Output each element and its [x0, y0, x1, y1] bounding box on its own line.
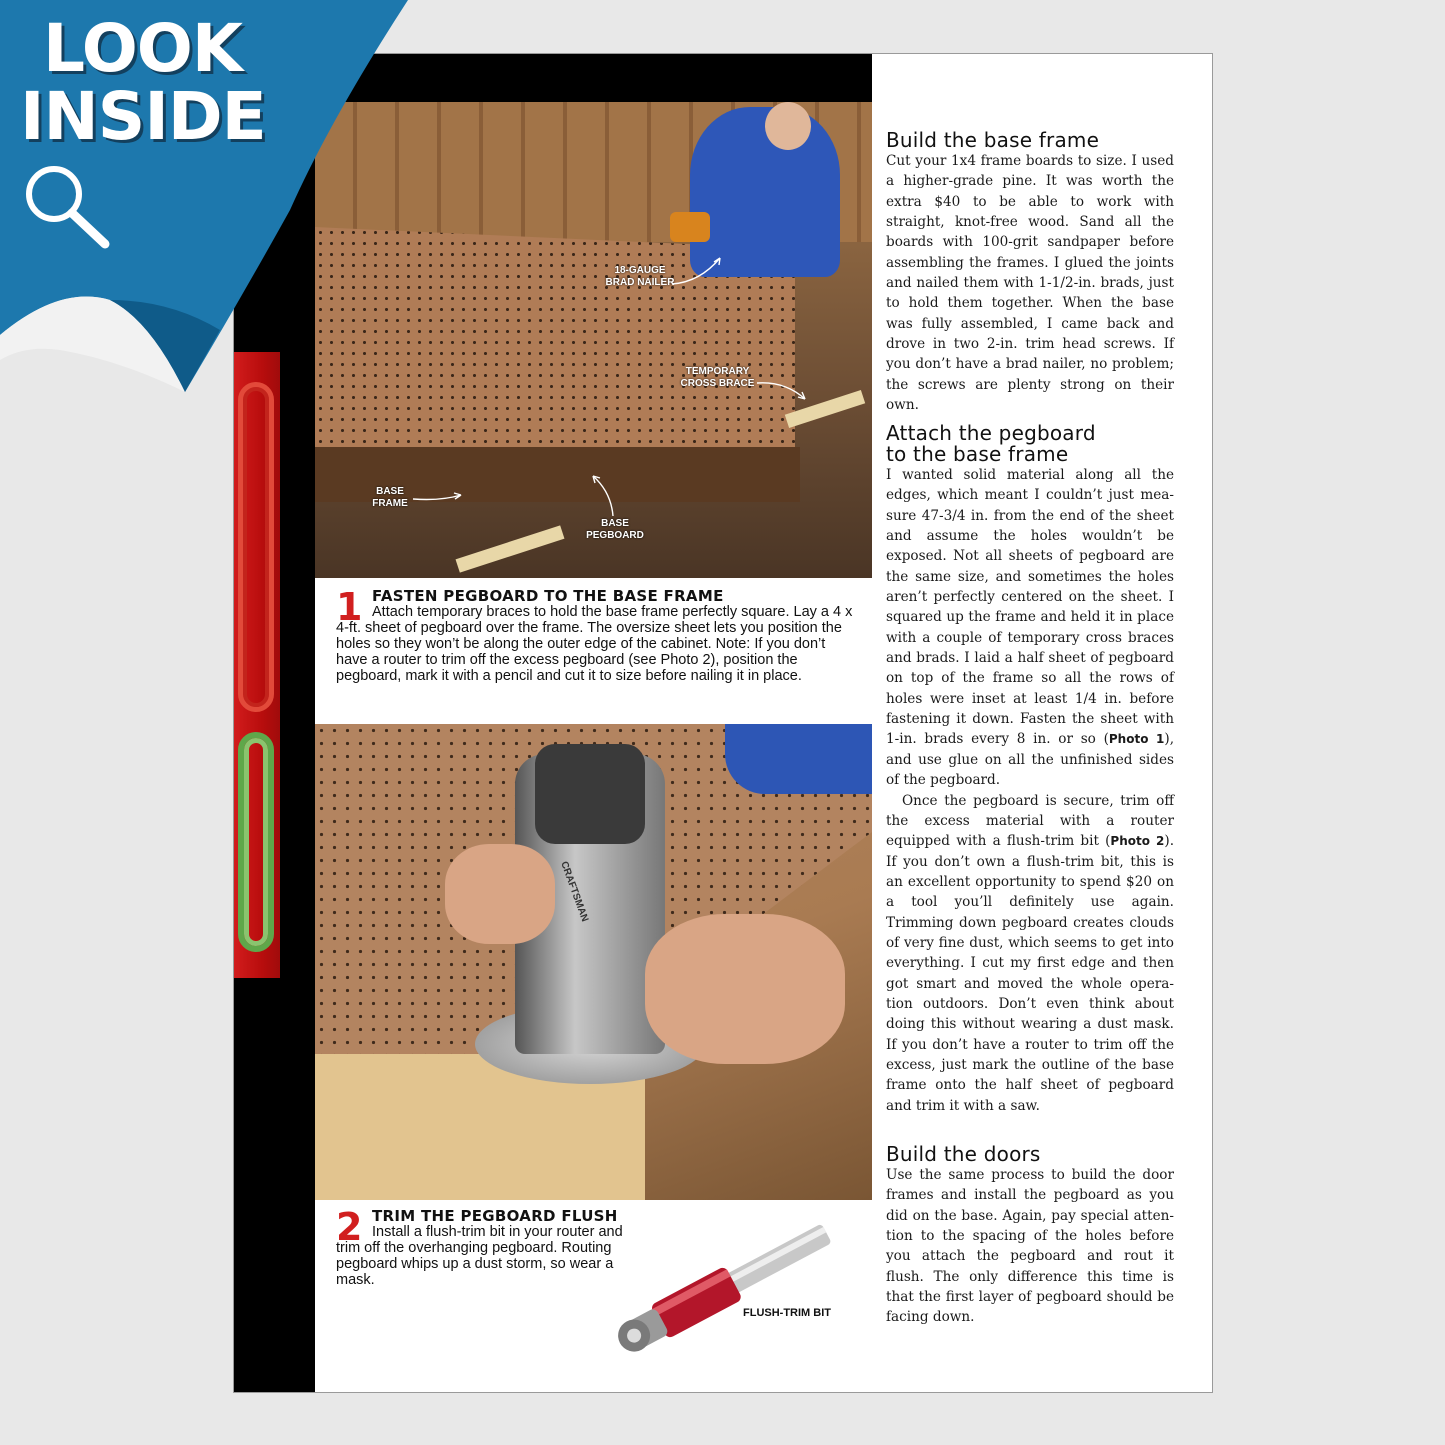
- magnifier-icon: [20, 160, 115, 250]
- router-brand: CRAFTSMAN: [558, 860, 591, 924]
- section-paragraph: I wanted solid material along all the edges, which meant I couldn’t just measure 47-3/4 in. from the end of the sheet and assume the holes wouldn’t be exposed. Not all sheets of pegboard are the same size, and sometimes the holes aren’t perfectly centered on the sheet. I squared up the frame and held it in place with a couple of temporary cross braces and brads. I laid a half sheet of pegboard on top of the frame so all the rows of holes were inset at least 1/4 in. before fastening it down. Fasten the sheet with 1-in. brads every 8 in. or so (Photo 1), and use glue on all the unfinished sides of the pegboard.: [886, 467, 1175, 789]
- flush-trim-bit-image: [609, 1204, 849, 1364]
- callout-arrow: [411, 487, 471, 507]
- left-hand: [445, 844, 555, 944]
- right-hand: [645, 914, 845, 1064]
- section-body: Cut your 1x4 frame boards to size. I used a higher-grade pine. It was worth the extra $40 to be able to work with straight, knot-free wood. Sand all the boards with 100-grit sandpaper before assembling the frames. I glued the joints and nailed them with 1-1/2-in. brads, just to hold them together. When the base was fully assembled, I came back and drove in two 2-in. trim head screws. If you don’t have a brad nailer, no problem; the screws are plenty strong on their own.: [886, 153, 1174, 414]
- section-paragraph: Once the pegboard is secure, trim off the excess material with a router equipped with a flush-trim bit (Photo 2). If you don’t own a flush-trim bit, this is an excellent opportunity to spend $20 on a tool you’ll definitely use again. Trimming down pegboard creates clouds of very fine dust, which seems to get into everything. I cut my first edge and then got smart and moved the whole operation outdoors. Don’t even think about doing this without wearing a dust mask. If you don’t have a router to trim off the excess, just mark the outline of the base frame onto the half sheet of pegboard and trim it with a saw.: [886, 792, 1175, 1114]
- facing-page-photo-strip: [234, 352, 280, 978]
- callout-cross-brace: TEMPORARY CROSS BRACE: [680, 366, 755, 389]
- callout-arrow: [585, 472, 625, 522]
- caption-number: 1: [336, 585, 363, 629]
- photo-reference: Photo 2: [1110, 834, 1165, 849]
- caption-number: 2: [336, 1205, 363, 1249]
- section-body: Use the same process to build the door frames and install the pegboard as you did on the base. Again, pay special attention to the spacing of the holes before you attach the pegboard and rout it flush. The only difference this time is that the first layer of pegboard should be facing down.: [886, 1167, 1174, 1326]
- caption-text: Attach temporary braces to hold the base frame perfectly square. Lay a 4 x 4-ft. sheet of pegboard over the frame. The oversize sheet lets you position the holes so they won’t be along the outer edge of the cabinet. Note: If you don’t have a router to trim off the excess pegboard (see Photo 2), position the pegboard, mark it with a pencil and cut it to size before nailing it in place.: [336, 604, 853, 684]
- caption-text: Install a flush-trim bit in your router and trim off the overhanging pegboard. Routing pegboard whips up a dust storm, so wear a mask.: [336, 1224, 623, 1288]
- caption-photo-1: [336, 585, 856, 684]
- callout-arrow: [670, 252, 730, 292]
- flush-trim-bit-label: FLUSH-TRIM BIT: [743, 1307, 831, 1319]
- green-cord-coil: [238, 732, 274, 952]
- callout-base-pegboard: BASE PEGBOARD: [586, 518, 644, 541]
- brad-nailer: [670, 212, 710, 242]
- callout-base-frame: BASE FRAME: [372, 486, 408, 509]
- worker-sleeve: [725, 724, 872, 794]
- photo-reference: Photo 1: [1108, 732, 1165, 747]
- section-heading-line2: to the base frame: [886, 442, 1069, 466]
- cross-brace: [456, 525, 565, 572]
- caption-photo-2: [336, 1205, 636, 1288]
- badge-text-inside: INSIDE: [20, 78, 266, 155]
- router-motor-cap: [535, 744, 645, 844]
- section-attach-pegboard: [886, 423, 1174, 1116]
- caption-title: FASTEN PEGBOARD TO THE BASE FRAME: [372, 587, 724, 605]
- badge-text-look: LOOK: [43, 10, 243, 87]
- section-heading: Build the base frame: [886, 128, 1100, 152]
- section-build-doors: [886, 1144, 1174, 1328]
- caption-title: TRIM THE PEGBOARD FLUSH: [372, 1207, 618, 1225]
- worker-head: [765, 102, 811, 150]
- callout-arrow: [755, 377, 815, 407]
- section-heading-line1: Attach the pegboard: [886, 421, 1096, 445]
- section-build-base-frame: [886, 130, 1174, 415]
- callout-brad-nailer: 18-GAUGE BRAD NAILER: [605, 265, 675, 288]
- section-heading: Build the doors: [886, 1142, 1041, 1166]
- photo-trim-pegboard: [315, 724, 872, 1200]
- red-cord-coil: [238, 382, 274, 712]
